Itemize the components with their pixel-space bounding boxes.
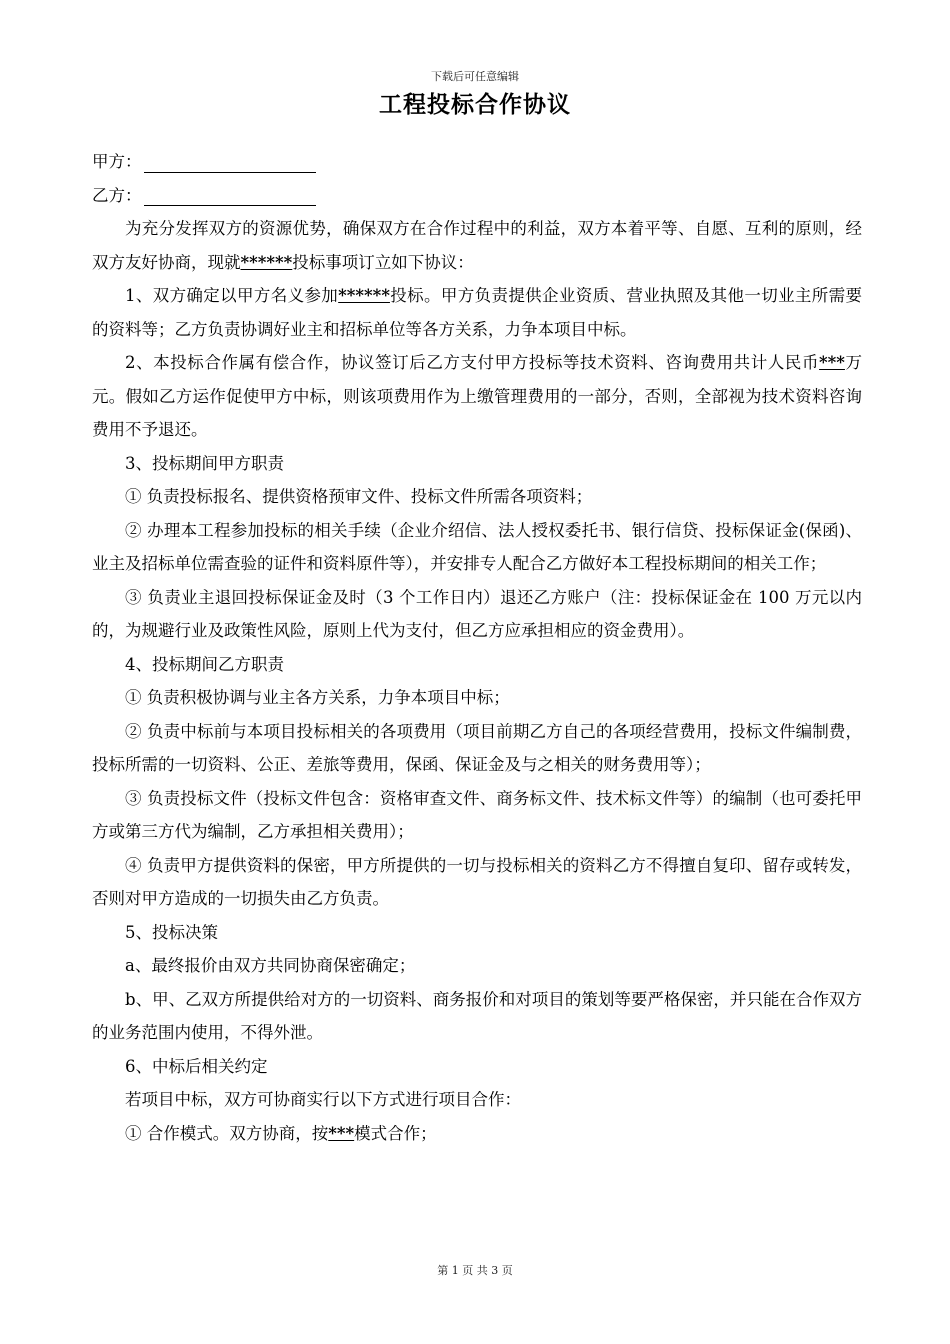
party-a-line bbox=[92, 145, 862, 179]
party-b-blank bbox=[144, 204, 316, 206]
clause-6-intro: 若项目中标，双方可协商实行以下方式进行项目合作： bbox=[125, 1090, 521, 1109]
clause-5-item-a: a、最终报价由双方共同协商保密确定； bbox=[125, 956, 416, 975]
clause-3-item-1: ① 负责投标报名、提供资格预审文件、投标文件所需各项资料； bbox=[125, 487, 593, 506]
clause-2: 2、本投标合作属有偿合作，协议签订后乙方支付甲方投标等技术资料、咨询费用共计人民币***万元。假如乙方运作促使甲方中标，则该项费用作为上缴管理费用的一部分，否则，全部视为技术资料咨询费用不予退还。 bbox=[92, 353, 863, 439]
clause-3-heading: 3、投标期间甲方职责 bbox=[125, 453, 284, 473]
party-a-label: 甲方： bbox=[92, 152, 142, 171]
page-footer: 第 1 页 共 3 页 bbox=[437, 1264, 513, 1277]
clause-6-heading: 6、中标后相关约定 bbox=[125, 1056, 268, 1076]
clause-4-item-1: ① 负责积极协调与业主各方关系，力争本项目中标； bbox=[125, 688, 510, 707]
party-b-label: 乙方： bbox=[92, 185, 142, 205]
document-body bbox=[92, 145, 862, 1150]
clause-3-item-3: ③ 负责业主退回投标保证金及时（3 个工作日内）退还乙方账户（注：投标保证金在 100 万元以内的，为规避行业及政策性风险，原则上代为支付，但乙方应承担相应的资金费用）。 bbox=[92, 587, 862, 640]
clause-3-item-2: ② 办理本工程参加投标的相关手续（企业介绍信、法人授权委托书、银行信贷、投标保证金(保函)、业主及招标单位需查验的证件和资料原件等），并安排专人配合乙方做好本工程投标期间的相关工作； bbox=[92, 520, 862, 573]
document-title: 工程投标合作协议 bbox=[379, 92, 571, 118]
masked-mode: *** bbox=[328, 1123, 355, 1143]
party-b-line bbox=[92, 179, 862, 213]
clause-6-item-1: ① 合作模式。双方协商，按***模式合作； bbox=[125, 1123, 437, 1143]
clause-5-item-b: b、甲、乙双方所提供给对方的一切资料、商务报价和对项目的策划等要严格保密，并只能在合作双方的业务范围内使用，不得外泄。 bbox=[92, 989, 862, 1042]
clause-4-item-4: ④ 负责甲方提供资料的保密，甲方所提供的一切与投标相关的资料乙方不得擅自复印、留存或转发，否则对甲方造成的一切损失由乙方负责。 bbox=[92, 855, 862, 908]
masked-amount: *** bbox=[819, 353, 845, 372]
clause-1: 1、双方确定以甲方名义参加******投标。甲方负责提供企业资质、营业执照及其他一切业主所需要的资料等；乙方负责协调好业主和招标单位等各方关系，力争本项目中标。 bbox=[92, 286, 863, 339]
masked-project: ****** bbox=[240, 252, 293, 272]
clause-4-item-2: ② 负责中标前与本项目投标相关的各项费用（项目前期乙方自己的各项经营费用，投标文件编制费，投标所需的一切资料、公正、差旅等费用，保函、保证金及与之相关的财务费用等）； bbox=[92, 721, 862, 774]
party-a-blank bbox=[144, 171, 316, 173]
clause-4-item-3: ③ 负责投标文件（投标文件包含：资格审查文件、商务标文件、技术标文件等）的编制（也可委托甲方或第三方代为编制，乙方承担相关费用）； bbox=[92, 788, 862, 841]
clause-4-heading: 4、投标期间乙方职责 bbox=[125, 654, 284, 674]
header-note: 下载后可任意编辑 bbox=[431, 70, 519, 83]
masked-project: ****** bbox=[338, 286, 390, 305]
clause-5-heading: 5、投标决策 bbox=[125, 922, 218, 942]
intro-paragraph: 为充分发挥双方的资源优势，确保双方在合作过程中的利益，双方本着平等、自愿、互利的原则，经双方友好协商，现就******投标事项订立如下协议： bbox=[92, 219, 862, 272]
